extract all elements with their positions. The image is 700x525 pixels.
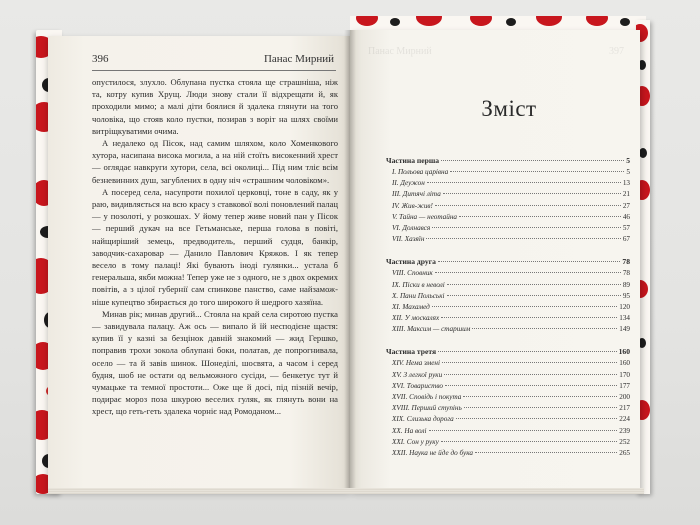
toc-page-number: 217 <box>619 404 630 413</box>
toc-chapter-row <box>386 201 630 212</box>
cover-leaf <box>506 18 516 26</box>
toc-page-number: 57 <box>622 223 630 232</box>
toc-leader-dots <box>441 441 617 442</box>
toc-page-number: 120 <box>619 302 630 311</box>
body-text <box>92 76 338 418</box>
toc-chapter-title: XXI. Сон у руку <box>392 437 439 446</box>
toc-leader-dots <box>426 238 620 239</box>
toc-leader-dots <box>456 418 617 419</box>
toc-chapter-title: XX. На волі <box>392 426 427 435</box>
left-page <box>48 36 350 491</box>
toc-chapter-row <box>386 392 630 403</box>
toc-page-number: 46 <box>622 212 630 221</box>
toc-page-number: 134 <box>619 314 630 323</box>
cover-flower <box>586 16 608 26</box>
toc-leader-dots <box>442 362 617 363</box>
cover-flower <box>536 16 562 26</box>
cover-leaf <box>639 148 647 158</box>
toc-leader-dots <box>444 374 617 375</box>
toc-chapter-row <box>386 381 630 392</box>
toc-part <box>386 155 630 245</box>
page-number: 396 <box>92 53 109 65</box>
toc-chapter-title: IV. Жив-жив! <box>392 201 433 210</box>
toc-chapter-title: IX. Піски в неволі <box>392 280 445 289</box>
toc-chapter-row <box>386 313 630 324</box>
toc-page-number: 200 <box>619 393 630 401</box>
toc-page-number: 160 <box>619 359 630 368</box>
toc-chapter-title: ІІІ. Дитячі літа <box>392 190 441 199</box>
toc-page-number: 89 <box>622 280 630 289</box>
cover-flower <box>356 16 378 26</box>
toc-leader-dots <box>443 193 621 194</box>
ghost-page-number: 397 <box>609 46 624 57</box>
toc-chapter-title: V. Тайна — неотайна <box>392 212 458 221</box>
toc-leader-dots <box>429 430 618 431</box>
toc-page-number: 78 <box>622 257 630 267</box>
toc-page-number: 21 <box>622 190 630 199</box>
ghost-running-head: Панас Мирний <box>368 46 432 57</box>
toc-title: Зміст <box>481 96 537 121</box>
toc-chapter-title: XV. З легкої руки <box>392 370 443 379</box>
toc-chapter-row <box>386 234 630 245</box>
toc-chapter-row <box>386 448 630 459</box>
toc-chapter-row <box>386 268 630 279</box>
toc-page-number: 95 <box>622 291 630 300</box>
toc-page-number: 160 <box>618 347 630 357</box>
toc-chapter-title: VIII. Сповник <box>392 269 433 278</box>
toc-chapter-title: ІІ. Деужон <box>392 179 425 188</box>
toc-page-number: 224 <box>619 415 630 424</box>
toc-leader-dots <box>450 171 624 172</box>
toc-leader-dots <box>435 272 621 273</box>
toc-chapter-row <box>386 370 630 381</box>
toc-chapter-row <box>386 426 630 437</box>
toc-part-title: Частина третя <box>386 347 437 357</box>
toc-leader-dots <box>435 205 621 206</box>
toc-chapter-row <box>386 291 630 302</box>
toc-leader-dots <box>441 317 617 318</box>
toc-leader-dots <box>472 328 617 329</box>
toc-leader-dots <box>475 452 617 453</box>
toc-page-number: 27 <box>622 201 630 210</box>
toc-chapter-row <box>386 178 630 189</box>
book-gutter-shadow <box>344 30 356 492</box>
toc-chapter-row <box>386 324 630 335</box>
cover-leaf <box>390 18 400 26</box>
toc-chapter-title: XVII. Сповідь і покута <box>392 393 462 401</box>
toc-page-number: 252 <box>619 437 630 446</box>
toc-page-number: 265 <box>619 448 630 457</box>
toc-chapter-title: XIX. Слизька дорога <box>392 415 454 424</box>
toc-chapter-row <box>386 212 630 223</box>
toc-chapter-row <box>386 358 630 369</box>
toc-chapter-row <box>386 403 630 414</box>
toc-chapter-row <box>386 280 630 291</box>
toc-chapter-title: XIV. Нема змені <box>392 359 440 368</box>
toc-chapter-title: XIII. Максим — старшим <box>392 325 471 334</box>
toc-page-number: 78 <box>622 269 630 278</box>
toc-chapter-row <box>386 437 630 448</box>
toc-leader-dots <box>464 407 617 408</box>
toc-part-heading <box>386 155 630 167</box>
toc-leader-dots <box>432 306 617 307</box>
toc-chapter-title: XII. У москалях <box>392 314 440 323</box>
table-of-contents <box>386 155 630 470</box>
toc-chapter-title: X. Пани Польські <box>392 291 445 300</box>
toc-leader-dots <box>432 227 621 228</box>
toc-page-number: 5 <box>626 168 630 176</box>
page-block-edge <box>48 488 644 494</box>
toc-leader-dots <box>441 160 624 161</box>
toc-part-title: Частина друга <box>386 257 436 267</box>
running-head-author: Панас Мирний <box>263 53 334 65</box>
toc-chapter-title: XI. Махамед <box>392 302 430 311</box>
cover-flower <box>470 16 492 26</box>
toc-page-number: 13 <box>622 179 630 188</box>
toc-chapter-title: І. Польова царівна <box>392 168 449 176</box>
toc-leader-dots <box>438 351 617 352</box>
book-cover-top-edge <box>350 16 646 30</box>
paragraph: А недалеко од Пісок, над самим шляхом, коло Хоменкового хутора, насипана висока могила, а на ній стоїть високенний хрест — оглядає навкруги хутори, села, всі околиці... Під ним тліє всім безневинних душ, загублених в одну ніч «страшним чоловіком». <box>92 138 338 185</box>
toc-leader-dots <box>459 216 621 217</box>
toc-chapter-row <box>386 223 630 234</box>
toc-leader-dots <box>447 295 621 296</box>
toc-leader-dots <box>447 284 621 285</box>
toc-leader-dots <box>438 261 620 262</box>
cover-flower <box>416 16 442 26</box>
toc-page-number: 177 <box>619 381 630 390</box>
toc-leader-dots <box>445 385 617 386</box>
paragraph: опустилося, злухло. Облупана пустка стояла ще страшніша, ніж та, котру купив Хрущ. Люди знову стали її відхрещати й, як проходили мимо; а малі діти боялися й здалека глянути на того чоловіка, що стояв коло пустки, позирав з воріт на шлях своїми витріщкуватими очима. <box>92 77 338 136</box>
toc-chapter-row <box>386 302 630 313</box>
paragraph: А посеред села, насупроти похилої церковці, тоне в саду, як у раю, видивляється на всю красу з ставкової волі поновлений палац — у позолоті, у розкошах. У йому тепер живе новий пан у Пісок — перший дукач на все Гетьманське, перша голова в повіті, найщиріший земець, предводитель, перший судця, банкір, заводчик-сахаровар — Данило Павлович Кряжов. І як тепер весело в тому палаці! Які бувають іноді гулянки... устала б генеральша, якби можна! Тепер уже не з одного, не з двох окремих повітів, а з цілої губернії сам спинкове панство, саме найзаможніше купецтво збирається до того широкого й шедрого хазяїна. <box>92 186 338 307</box>
toc-page-number: 149 <box>619 325 630 334</box>
paragraph: Минав рік; минав другий... Стояла на край села сиротою пустка — завидувала палацу. Аж ось — випало й їй несподієне щастя: купив її у казні за безцінок давній знакомий — жид Гершко, поправив трохи зокола облупані боки, полатав, де попрогнивала, осело — та й завів шинок. Шонеділі, шосвята, а часом і серед будня, шоб не остати од вельможного сусіди, — бенкетує тут й чумацьке та темної простоти... Оже ще й досі, під пізній вечір, подирає мороз поза шкурою веселих гуляк, як глянуть вони на хрест, що геть-геть здалека чорніє над Ромоданом... <box>92 308 338 417</box>
toc-page-number: 5 <box>626 156 630 165</box>
toc-part-heading <box>386 346 630 358</box>
toc-chapter-row <box>386 414 630 425</box>
toc-chapter-title: XVIII. Перший ступінь <box>392 404 462 413</box>
toc-chapter-row <box>386 167 630 178</box>
header-rule <box>92 70 336 71</box>
toc-chapter-title: XVI. Товариство <box>392 381 443 390</box>
toc-page-number: 239 <box>619 426 630 435</box>
toc-part-title: Частина перша <box>386 156 440 165</box>
toc-leader-dots <box>427 182 621 183</box>
toc-leader-dots <box>463 396 617 397</box>
cover-leaf <box>620 18 630 26</box>
toc-chapter-title: XXII. Наука не йде до бука <box>392 448 473 457</box>
toc-page-number: 170 <box>619 370 630 379</box>
toc-chapter-row <box>386 189 630 200</box>
toc-part <box>386 346 630 459</box>
toc-part <box>386 256 630 335</box>
toc-part-heading <box>386 256 630 268</box>
toc-chapter-title: VII. Хазяїн <box>392 235 425 244</box>
toc-chapter-title: VI. Долнався <box>392 223 431 232</box>
toc-page-number: 67 <box>622 235 630 244</box>
right-page <box>350 30 640 491</box>
